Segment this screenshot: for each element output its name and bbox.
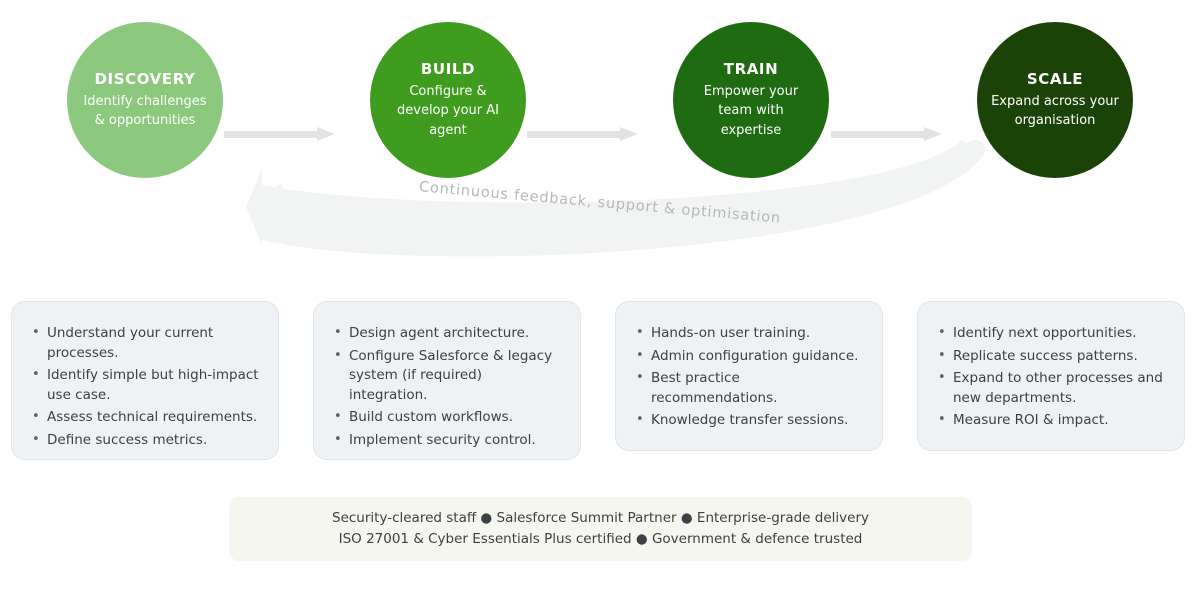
stage-subtitle-build: Configure & develop your AI agent bbox=[397, 83, 499, 138]
detail-list-scale bbox=[936, 324, 1166, 431]
stage-subtitle-scale: Expand across your organisation bbox=[991, 93, 1119, 128]
stage-title-train: TRAIN bbox=[723, 59, 779, 78]
detail-card-discovery bbox=[11, 301, 279, 460]
detail-card-scale bbox=[917, 301, 1185, 451]
stage-subtitle-discovery: Identify challenges & opportunities bbox=[83, 93, 207, 128]
list-item: • Understand your current processes. bbox=[30, 324, 260, 363]
detail-card-build bbox=[313, 301, 581, 460]
list-item: • Replicate success patterns. bbox=[936, 347, 1166, 367]
stage-title-scale: SCALE bbox=[1026, 69, 1084, 88]
list-item: • Assess technical requirements. bbox=[30, 408, 260, 428]
feedback-loop-label: Continuous feedback, support & optimisation bbox=[418, 179, 782, 227]
detail-list-train bbox=[634, 324, 864, 431]
list-item: • Identify simple but high-impact use case. bbox=[30, 366, 260, 405]
list-item: • Design agent architecture. bbox=[332, 324, 562, 344]
list-item: • Identify next opportunities. bbox=[936, 324, 1166, 344]
credentials-line-2: ISO 27001 & Cyber Essentials Plus certified ● Government & defence trusted bbox=[338, 531, 863, 547]
list-item: • Best practice recommendations. bbox=[634, 369, 864, 408]
list-item: • Define success metrics. bbox=[30, 431, 260, 451]
detail-list-build bbox=[332, 324, 562, 450]
stage-subtitle-train: Empower your team with expertise bbox=[703, 83, 799, 138]
list-item: • Knowledge transfer sessions. bbox=[634, 411, 864, 431]
list-item: • Implement security control. bbox=[332, 431, 562, 451]
stage-detail-cards bbox=[0, 301, 1200, 461]
list-item: • Configure Salesforce & legacy system (if required) integration. bbox=[332, 347, 562, 406]
list-item: • Hands-on user training. bbox=[634, 324, 864, 344]
list-item: • Build custom workflows. bbox=[332, 408, 562, 428]
list-item: • Admin configuration guidance. bbox=[634, 347, 864, 367]
stage-title-build: BUILD bbox=[420, 59, 476, 78]
feedback-loop bbox=[0, 135, 1200, 270]
detail-card-train bbox=[615, 301, 883, 451]
stage-title-discovery: DISCOVERY bbox=[94, 69, 196, 88]
credentials-banner bbox=[229, 497, 972, 561]
detail-list-discovery bbox=[30, 324, 260, 450]
list-item: • Expand to other processes and new departments. bbox=[936, 369, 1166, 408]
list-item: • Measure ROI & impact. bbox=[936, 411, 1166, 431]
credentials-line-1: Security-cleared staff ● Salesforce Summit Partner ● Enterprise-grade delivery bbox=[332, 510, 869, 527]
